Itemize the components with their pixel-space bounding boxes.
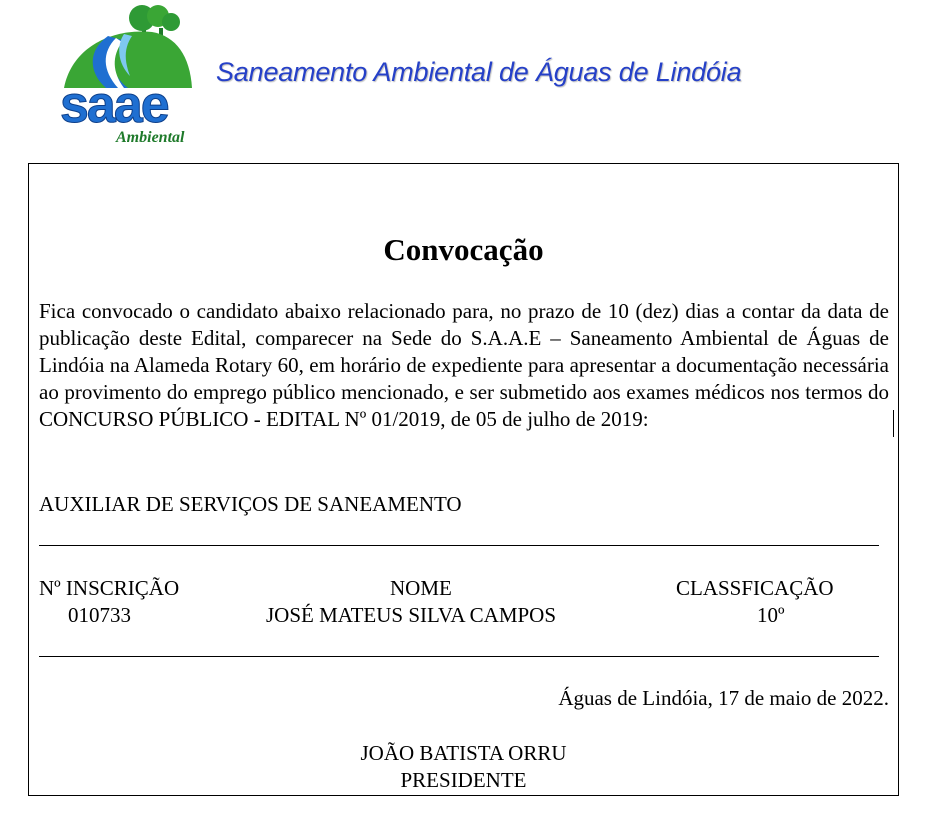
signature-title: PRESIDENTE — [400, 768, 527, 792]
organization-title: Saneamento Ambiental de Águas de Lindóia — [216, 57, 742, 87]
header-inscricao: Nº INSCRIÇÃO — [39, 576, 180, 600]
document-title: Convocação — [383, 232, 544, 267]
header-nome: NOME — [390, 576, 452, 600]
divider-bottom — [39, 656, 879, 657]
cell-inscricao: 010733 — [68, 603, 131, 627]
logo-subtext: Ambiental — [116, 129, 185, 146]
text-cursor — [893, 410, 894, 437]
date-line: Águas de Lindóia, 17 de maio de 2022. — [558, 686, 889, 710]
cell-nome: JOSÉ MATEUS SILVA CAMPOS — [266, 603, 557, 627]
divider-top — [39, 545, 879, 546]
cell-classificacao: 10º — [757, 603, 785, 627]
signature-name: JOÃO BATISTA ORRU — [360, 741, 567, 765]
logo-wordmark: saae — [60, 76, 168, 134]
document-body: Fica convocado o candidato abaixo relacionado para, no prazo de 10 (dez) dias a contar da data de publicação deste Edital, comparecer na Sede do S.A.A.E – Saneamento Ambiental de Águas de Lindóia na Alameda Rotary 60, em horário de expediente para apresentar a documentação necessária ao provimento do emprego público mencionado, e ser submetido aos exames médicos nos termos do CONCURSO PÚBLICO - EDITAL Nº 01/2019, de 05 de julho de 2019: — [39, 299, 889, 431]
saae-logo — [58, 2, 208, 148]
job-role: AUXILIAR DE SERVIÇOS DE SANEAMENTO — [39, 492, 462, 516]
header-classificacao: CLASSFICAÇÃO — [676, 576, 834, 600]
